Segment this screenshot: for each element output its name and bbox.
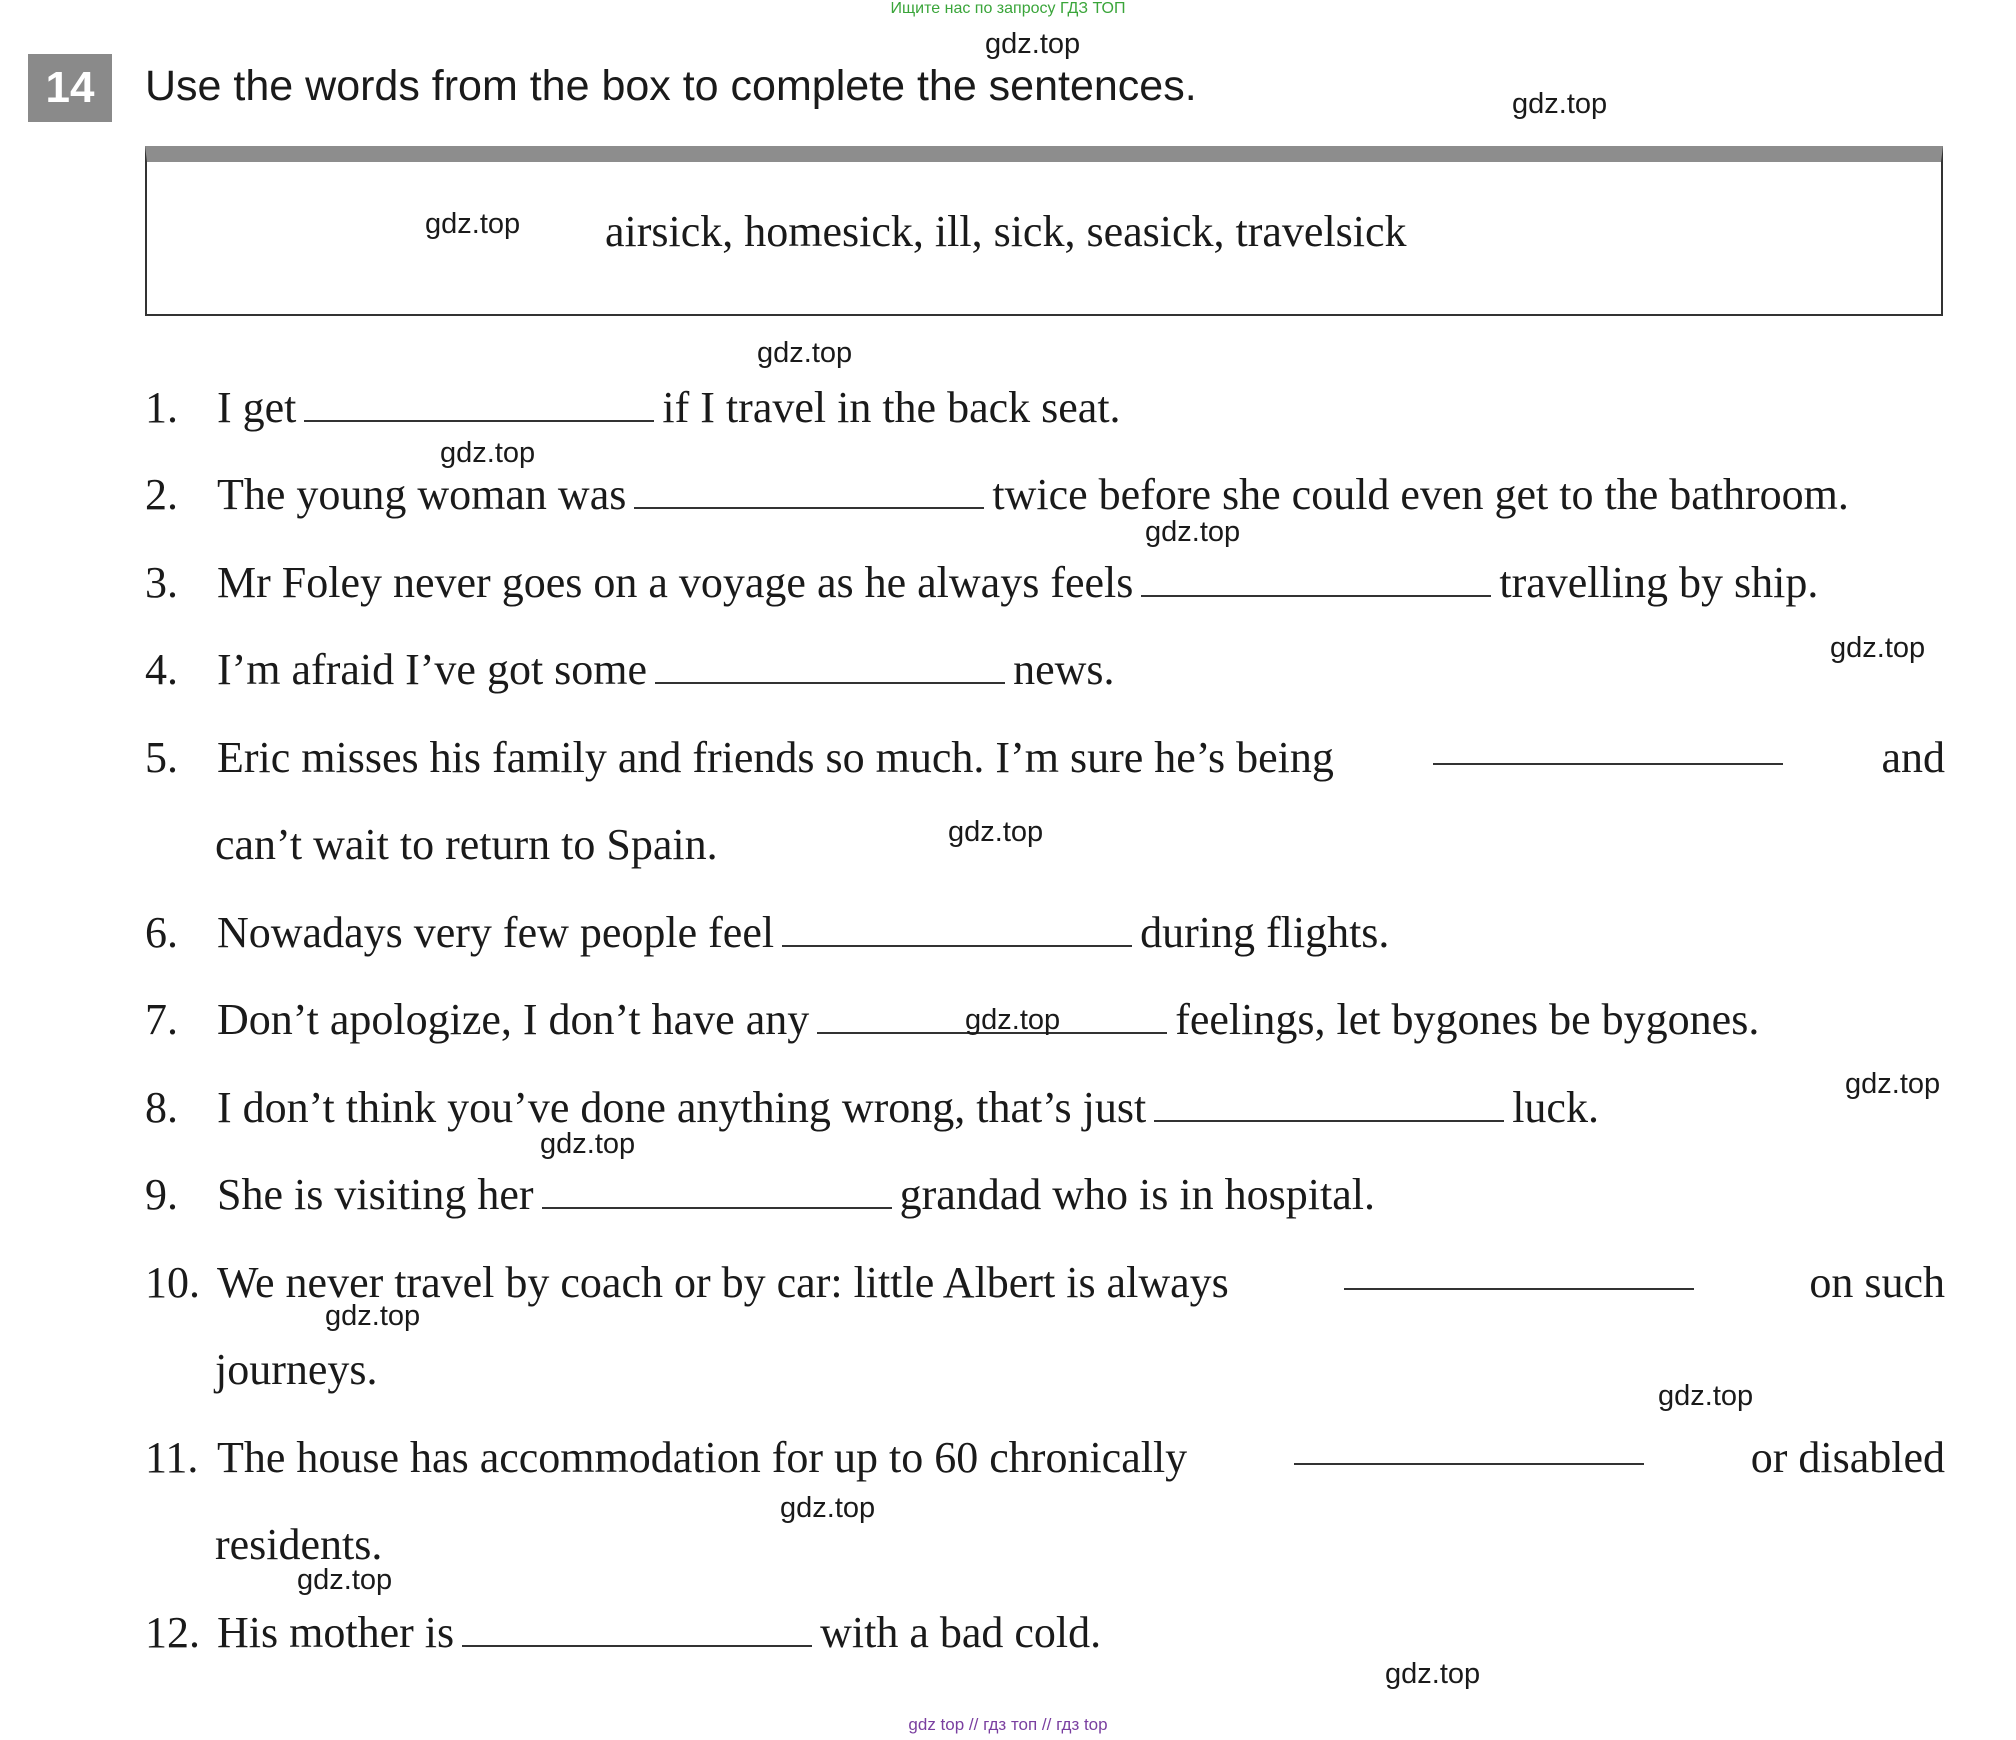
sentence-number: 9. (145, 1170, 178, 1219)
sentence-number: 3. (145, 558, 178, 607)
sentence-text-before: Eric misses his family and friends so much. I’m sure he’s being (217, 733, 1334, 782)
sentence-number: 2. (145, 470, 178, 519)
answer-blank[interactable] (634, 477, 984, 509)
sentence-text-after: with a bad cold. (820, 1608, 1102, 1657)
watermark: gdz.top (540, 1128, 636, 1160)
footer-links: gdz top // гдз топ // гдз top (908, 1715, 1108, 1734)
sentence-text-after: grandad who is in hospital. (899, 1170, 1375, 1219)
watermark: gdz.top (965, 1004, 1061, 1036)
sentence-text-before: We never travel by coach or by car: little Albert is always (217, 1258, 1229, 1307)
sentence-10-continuation: journeys. (215, 1345, 378, 1394)
sentence-text-after: or disabled (1750, 1433, 1945, 1482)
sentence-text-before: She is visiting her (217, 1170, 534, 1219)
watermark: gdz.top (1658, 1380, 1754, 1412)
sentence-text-after: if I travel in the back seat. (662, 383, 1121, 432)
sentence-text-after: during flights. (1140, 908, 1390, 957)
answer-blank[interactable] (304, 390, 654, 422)
sentence-number: 11. (145, 1433, 199, 1482)
watermark: gdz.top (1385, 1658, 1481, 1690)
sentence-text-before: I get (217, 383, 297, 432)
watermark: gdz.top (985, 28, 1081, 60)
sentence-6 (145, 908, 1945, 958)
sentence-2 (145, 470, 1945, 520)
watermark: gdz.top (1145, 516, 1241, 548)
sentence-5 (145, 733, 1945, 783)
watermark: gdz.top (1830, 632, 1926, 664)
sentence-11 (145, 1433, 1945, 1483)
answer-blank[interactable] (1154, 1090, 1504, 1122)
sentence-text-before: Nowadays very few people feel (217, 908, 775, 957)
sentence-text-before: Don’t apologize, I don’t have any (217, 995, 810, 1044)
sentence-number: 5. (145, 733, 178, 782)
word-box-list: airsick, homesick, ill, sick, seasick, travelsick (605, 207, 1407, 256)
sentence-text-before: Mr Foley never goes on a voyage as he always feels (217, 558, 1134, 607)
sentence-number: 6. (145, 908, 178, 957)
sentence-4 (145, 645, 1945, 695)
sentence-text-after: on such (1809, 1258, 1945, 1307)
answer-blank[interactable] (1433, 733, 1783, 765)
answer-blank[interactable] (782, 915, 1132, 947)
sentence-text-after: news. (1013, 645, 1115, 694)
sentence-9 (145, 1170, 1945, 1220)
sentence-5-continuation: can’t wait to return to Spain. (215, 820, 718, 869)
sentence-12 (145, 1608, 1945, 1658)
sentence-text-before: I’m afraid I’ve got some (217, 645, 648, 694)
watermark: gdz.top (780, 1492, 876, 1524)
watermark: gdz.top (757, 337, 853, 369)
answer-blank[interactable] (462, 1615, 812, 1647)
sentence-8 (145, 1083, 1945, 1133)
sentence-text-after: travelling by ship. (1499, 558, 1819, 607)
watermark: gdz.top (1512, 88, 1608, 120)
watermark: gdz.top (948, 816, 1044, 848)
watermark: gdz.top (425, 208, 521, 240)
answer-blank[interactable] (1141, 565, 1491, 597)
sentence-number: 7. (145, 995, 178, 1044)
answer-blank[interactable] (1344, 1258, 1694, 1290)
answer-blank[interactable] (542, 1177, 892, 1209)
watermark: gdz.top (440, 437, 536, 469)
sentence-number: 1. (145, 383, 178, 432)
watermark: gdz.top (297, 1564, 393, 1596)
answer-blank[interactable] (1294, 1433, 1644, 1465)
watermark: gdz.top (1845, 1068, 1941, 1100)
sentence-text-before: The house has accommodation for up to 60 chronically (217, 1433, 1188, 1482)
sentence-number: 10. (145, 1258, 200, 1307)
sentence-text-before: His mother is (217, 1608, 455, 1657)
top-banner: Ищите нас по запросу ГДЗ ТОП (890, 0, 1126, 17)
sentence-1 (145, 383, 1945, 433)
sentence-text-before: The young woman was (217, 470, 627, 519)
sentence-text-before: I don’t think you’ve done anything wrong, that’s just (217, 1083, 1147, 1132)
sentence-text-after: luck. (1512, 1083, 1599, 1132)
sentence-text-after: twice before she could even get to the bathroom. (992, 470, 1849, 519)
sentence-number: 4. (145, 645, 178, 694)
watermark: gdz.top (325, 1300, 421, 1332)
exercise-instruction: Use the words from the box to complete the sentences. (145, 62, 1197, 110)
answer-blank[interactable] (655, 652, 1005, 684)
sentence-text-after: and (1881, 733, 1945, 782)
sentence-11-continuation: residents. (215, 1520, 383, 1569)
sentence-number: 8. (145, 1083, 178, 1132)
sentence-3 (145, 558, 1945, 608)
sentence-number: 12. (145, 1608, 200, 1657)
sentence-text-after: feelings, let bygones be bygones. (1175, 995, 1760, 1044)
exercise-number-badge: 14 (28, 54, 112, 122)
